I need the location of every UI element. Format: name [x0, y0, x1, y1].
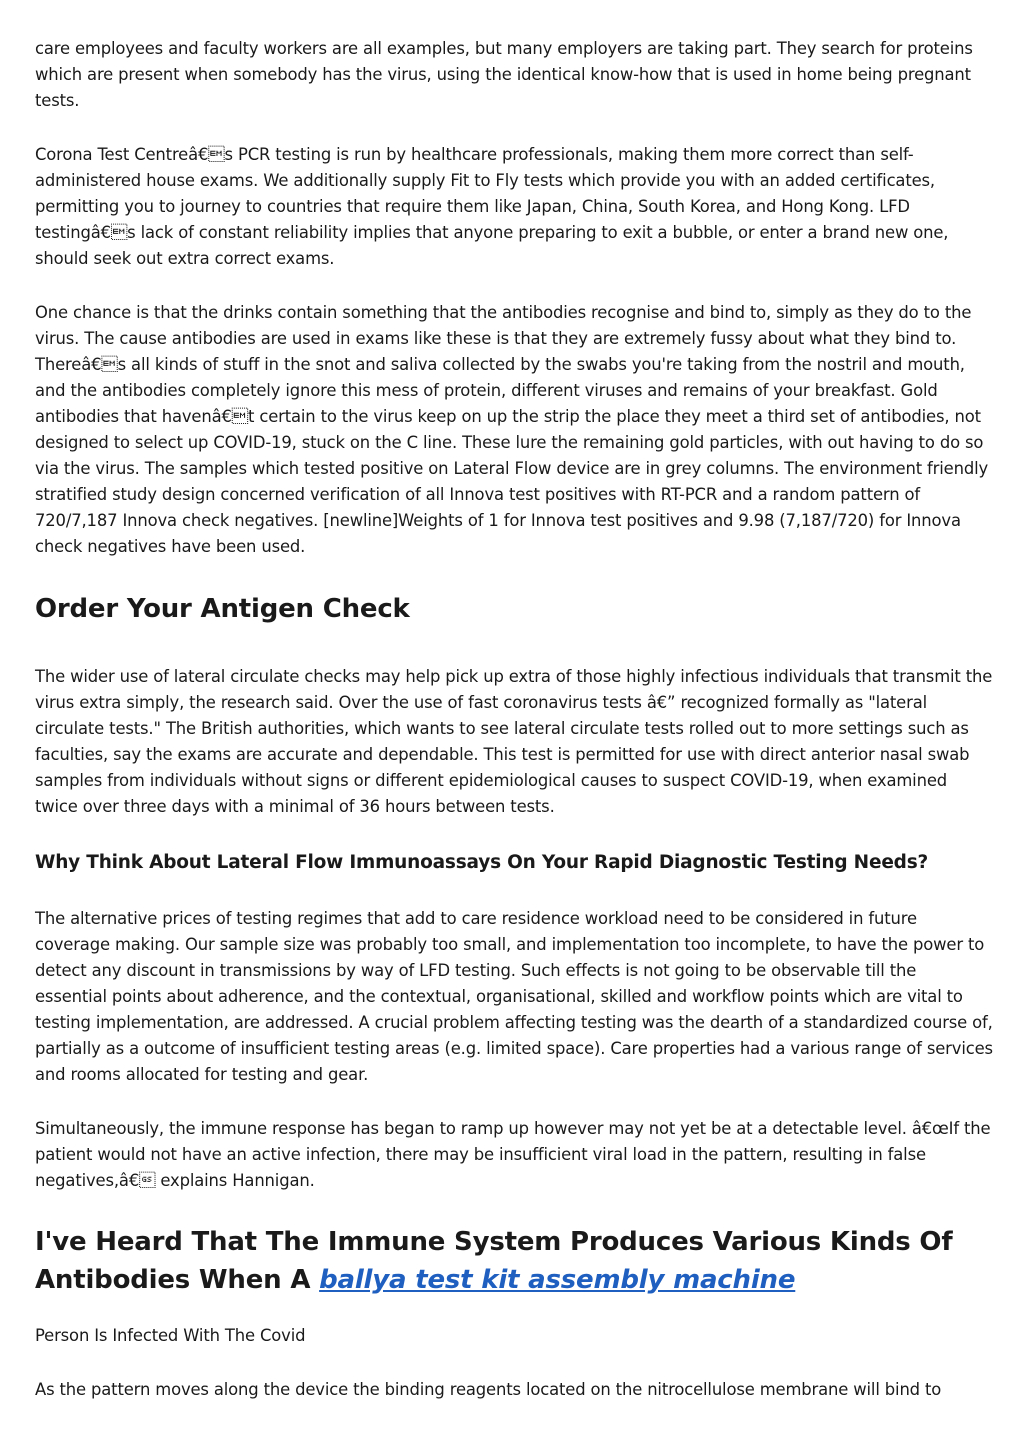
article-body	[35, 36, 993, 1403]
paragraph-intro-continued: care employees and faculty workers are all examples, but many employers are taking part. They search for proteins which are present when somebody has the virus, using the identical know-how that is used in home being pregnant tests.	[35, 39, 973, 110]
paragraph-person-infected: Person Is Infected With The Covid	[35, 1326, 306, 1345]
heading-order-antigen-check: Order Your Antigen Check	[35, 594, 410, 624]
paragraph-pcr-testing: Corona Test Centreâ€s PCR testing is run by healthcare professionals, making them more correct than self-administered house exams. We additionally supply Fit to Fly tests which provide you with an added certificates, permitting you to journey to countries that require them like Japan, China, South Korea, and Hong Kong. LFD testingâ€s lack of constant reliability implies that anyone preparing to exit a bubble, or enter a brand new one, should seek out extra correct exams.	[35, 145, 949, 268]
paragraph-lateral-flow-checks: The wider use of lateral circulate checks may help pick up extra of those highly infectious individuals that transmit the virus extra simply, the research said. Over the use of fast coronavirus tests â€” recognized formally as "lateral circulate tests." The British authorities, which wants to see lateral circulate tests rolled out to more settings such as faculties, say the exams are accurate and dependable. This test is permitted for use with direct anterior nasal swab samples from individuals without signs or different epidemiological causes to suspect COVID-19, when examined twice over three days with a minimal of 36 hours between tests.	[35, 667, 993, 816]
heading-immune-system-antibodies	[35, 1223, 993, 1299]
ballya-test-kit-link[interactable]: ballya test kit assembly machine	[319, 1265, 796, 1295]
paragraph-immune-response: Simultaneously, the immune response has began to ramp up however may not yet be at a detectable level. â€œIf the patient would not have an active infection, there may be insufficient viral load in the pattern, resulting in false negatives,â€ explains Hannigan.	[35, 1119, 991, 1190]
paragraph-testing-regimes: The alternative prices of testing regimes that add to care residence workload need to be considered in future coverage making. Our sample size was probably too small, and implementation too incomplete, to have the power to detect any discount in transmissions by way of LFD testing. Such effects is not going to be observable till the essential points about adherence, and the contextual, organisational, skilled and workflow points which are vital to testing implementation, are addressed. A crucial problem affecting testing was the dearth of a standardized course of, partially as a outcome of insufficient testing areas (e.g. limited space). Care properties had a various range of services and rooms allocated for testing and gear.	[35, 909, 993, 1084]
paragraph-antibodies: One chance is that the drinks contain something that the antibodies recognise and bind to, simply as they do to the virus. The cause antibodies are used in exams like these is that they are extremely fussy about what they bind to. Thereâ€s all kinds of stuff in the snot and saliva collected by the swabs you're taking from the nostril and mouth, and the antibodies completely ignore this mess of protein, different viruses and remains of your breakfast. Gold antibodies that havenâ€t certain to the virus keep on up the strip the place they meet a third set of antibodies, not designed to select up COVID-19, stuck on the C line. These lure the remaining gold particles, with out having to do so via the virus. The samples which tested positive on Lateral Flow device are in grey columns. The environment friendly stratified study design concerned verification of all Innova test positives with RT-PCR and a random pattern of 720/7,187 Innova check negatives. [newline]Weights of 1 for Innova test positives and 9.98 (7,187/720) for Innova check negatives have been used.	[35, 303, 989, 556]
heading-immune-system-text: I've Heard That The Immune System Produces Various Kinds Of Antibodies When A	[35, 1227, 953, 1295]
paragraph-pattern-moves: As the pattern moves along the device the binding reagents located on the nitrocellulose membrane will bind to	[35, 1380, 942, 1399]
heading-lateral-flow-immunoassays: Why Think About Lateral Flow Immunoassays On Your Rapid Diagnostic Testing Needs?	[35, 852, 929, 873]
